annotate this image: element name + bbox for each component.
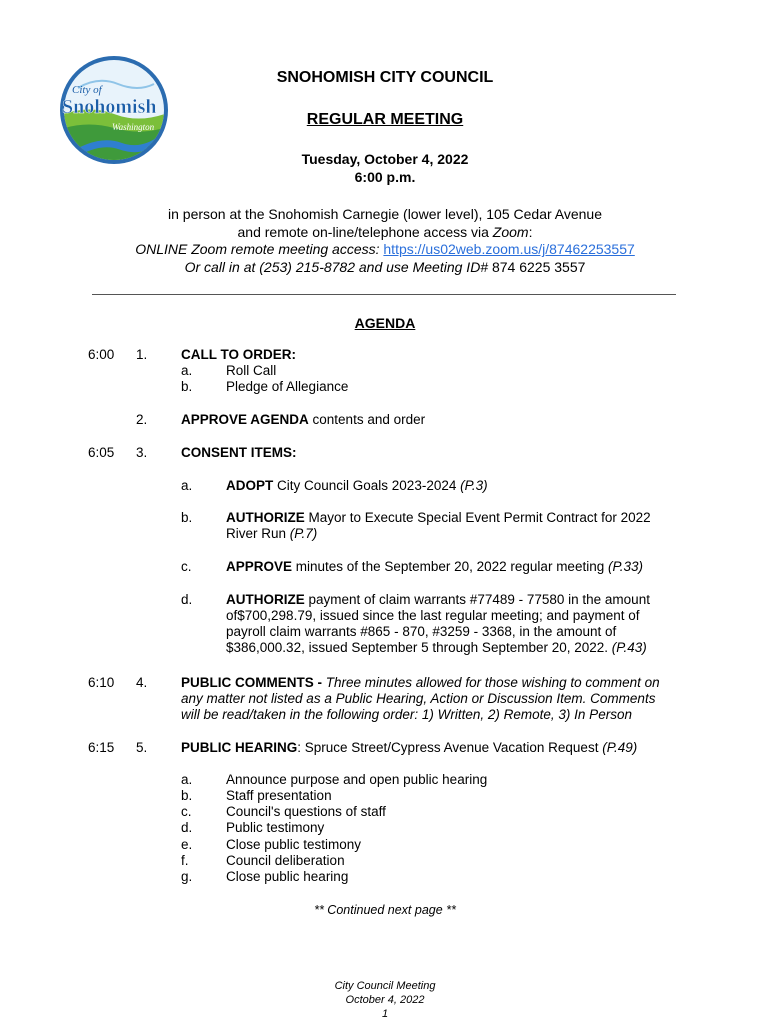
sub-text: Council deliberation bbox=[226, 853, 345, 868]
sub-text: Staff presentation bbox=[226, 788, 332, 803]
logo-text-state: Washington bbox=[112, 122, 155, 132]
sub-letter: e. bbox=[181, 837, 193, 852]
item-title: APPROVE AGENDA contents and order bbox=[181, 412, 426, 427]
sub-letter: a. bbox=[181, 363, 193, 378]
header-divider bbox=[92, 294, 676, 295]
item-number: 3. bbox=[136, 445, 148, 460]
sub-letter: c. bbox=[181, 804, 192, 819]
zoom-link[interactable]: https://us02web.zoom.us/j/87462253557 bbox=[383, 241, 635, 257]
location-line-1: in person at the Snohomish Carnegie (lower level), 105 Cedar Avenue bbox=[168, 206, 602, 222]
item-time: 6:15 bbox=[88, 740, 115, 755]
sub-text: AUTHORIZE payment of claim warrants #77489 - 77580 in the amount bbox=[226, 592, 650, 607]
sub-letter: b. bbox=[181, 379, 193, 394]
item-text: any matter not listed as a Public Hearing, Action or Discussion Item. Comments bbox=[181, 691, 656, 706]
footer-title: City Council Meeting bbox=[334, 980, 436, 992]
sub-letter: c. bbox=[181, 559, 192, 574]
sub-text: Close public hearing bbox=[226, 869, 349, 884]
logo-text-city: City of bbox=[72, 84, 102, 96]
sub-text: of$700,298.79, issued since the last regular meeting; and payment of bbox=[226, 608, 640, 623]
item-number: 5. bbox=[136, 740, 148, 755]
item-text: will be read/taken in the following order: 1) Written, 2) Remote, 3) In Person bbox=[181, 707, 632, 722]
sub-text: Council's questions of staff bbox=[226, 804, 386, 819]
sub-text: APPROVE minutes of the September 20, 2022 regular meeting (P.33) bbox=[226, 559, 644, 574]
sub-text: Close public testimony bbox=[226, 837, 362, 852]
sub-text: Public testimony bbox=[226, 820, 325, 835]
sub-letter: b. bbox=[181, 510, 193, 525]
sub-letter: d. bbox=[181, 592, 193, 607]
location-line-2: and remote on-line/telephone access via Zoom: bbox=[237, 224, 533, 240]
call-in-line: Or call in at (253) 215-8782 and use Meeting ID# 874 6225 3557 bbox=[184, 259, 586, 275]
sub-letter: b. bbox=[181, 788, 193, 803]
sub-letter: g. bbox=[181, 869, 193, 884]
sub-letter: a. bbox=[181, 772, 193, 787]
meeting-date: Tuesday, October 4, 2022 bbox=[301, 151, 469, 167]
item-title: CALL TO ORDER: bbox=[181, 347, 297, 362]
council-title: SNOHOMISH CITY COUNCIL bbox=[276, 69, 494, 86]
page-number: 1 bbox=[381, 1008, 389, 1020]
sub-letter: f. bbox=[181, 853, 189, 868]
sub-letter: d. bbox=[181, 820, 193, 835]
continued-note: ** Continued next page ** bbox=[314, 903, 456, 917]
item-time: 6:10 bbox=[88, 675, 115, 690]
sub-text: $386,000.32, issued September 5 through September 20, 2022. (P.43) bbox=[226, 640, 647, 655]
meeting-type: REGULAR MEETING bbox=[306, 111, 464, 128]
sub-text: ADOPT City Council Goals 2023-2024 (P.3) bbox=[226, 478, 488, 493]
logo-text-name: Snohomish bbox=[62, 96, 157, 118]
sub-text: Roll Call bbox=[226, 363, 277, 378]
sub-text: Announce purpose and open public hearing bbox=[226, 772, 488, 787]
item-number: 4. bbox=[136, 675, 148, 690]
meeting-time: 6:00 p.m. bbox=[354, 169, 416, 185]
item-time: 6:05 bbox=[88, 445, 115, 460]
footer-date: October 4, 2022 bbox=[345, 994, 425, 1006]
item-title: CONSENT ITEMS: bbox=[181, 445, 297, 460]
sub-text: AUTHORIZE Mayor to Execute Special Event Permit Contract for 2022 bbox=[226, 510, 651, 525]
item-number: 1. bbox=[136, 347, 148, 362]
sub-letter: a. bbox=[181, 478, 193, 493]
sub-text: River Run (P.7) bbox=[226, 526, 318, 541]
item-title: PUBLIC HEARING: Spruce Street/Cypress Avenue Vacation Request (P.49) bbox=[181, 740, 638, 755]
sub-text: payroll claim warrants #865 - 870, #3259 - 3368, in the amount of bbox=[226, 624, 617, 639]
agenda-heading: AGENDA bbox=[354, 315, 416, 331]
item-time: 6:00 bbox=[88, 347, 115, 362]
item-number: 2. bbox=[136, 412, 148, 427]
online-access-line: ONLINE Zoom remote meeting access: https://us02web.zoom.us/j/87462253557 bbox=[135, 241, 635, 257]
sub-text: Pledge of Allegiance bbox=[226, 379, 349, 394]
item-title: PUBLIC COMMENTS - Three minutes allowed for those wishing to comment on bbox=[181, 675, 660, 690]
